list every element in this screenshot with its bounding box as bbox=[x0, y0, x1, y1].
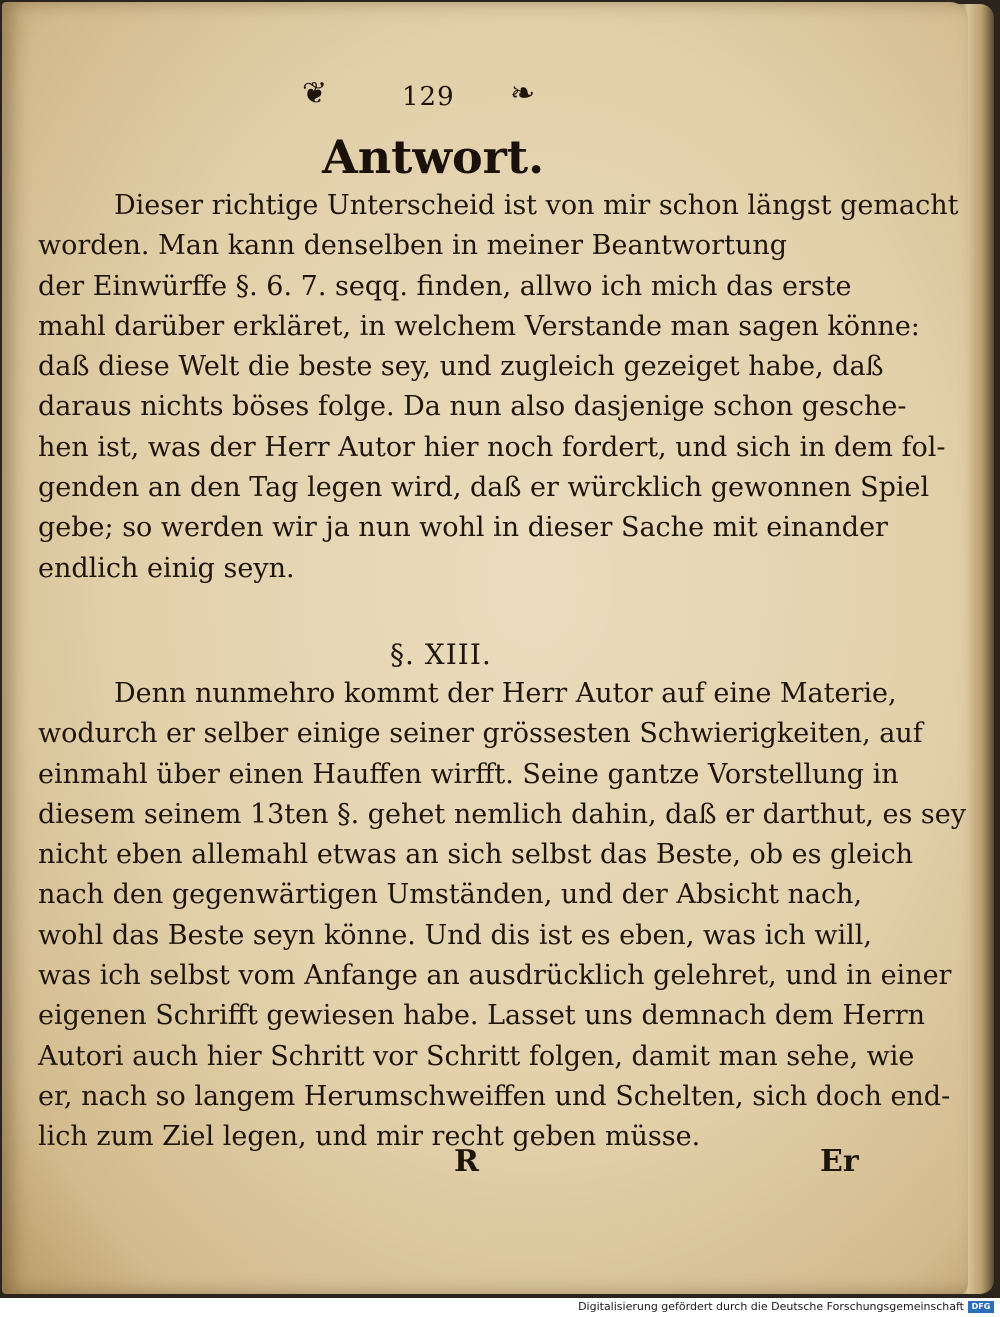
text-line: worden. Man kann denselben in meiner Beantwortung bbox=[38, 230, 787, 262]
text-line: diesem seinem 13ten §. gehet nemlich dahin, daß er darthut, es sey bbox=[38, 798, 967, 830]
text-line: lich zum Ziel legen, und mir recht geben müsse. bbox=[38, 1121, 701, 1153]
footer-bar bbox=[0, 1298, 1000, 1317]
text-line: daraus nichts böses folge. Da nun also dasjenige schon gesche- bbox=[38, 391, 907, 423]
text-line: was ich selbst vom Anfange an ausdrücklich gelehret, und in einer bbox=[38, 960, 952, 992]
dfg-logo-icon: DFG bbox=[968, 1301, 994, 1313]
section-paragraph bbox=[38, 674, 967, 1158]
text-line: daß diese Welt die beste sey, und zugleich gezeiget habe, daß bbox=[38, 351, 884, 383]
signature-mark: R bbox=[454, 1144, 479, 1179]
text-line: Autori auch hier Schritt vor Schritt folgen, damit man sehe, wie bbox=[38, 1040, 915, 1072]
funding-notice: Digitalisierung gefördert durch die Deutsche Forschungsgemeinschaft bbox=[578, 1300, 964, 1313]
answer-heading: Antwort. bbox=[322, 130, 545, 184]
text-line: wodurch er selber einige seiner grössesten Schwierigkeiten, auf bbox=[38, 718, 923, 750]
text-line: mahl darüber erkläret, in welchem Verstande man sagen könne: bbox=[38, 310, 920, 342]
answer-paragraph bbox=[38, 186, 959, 589]
text-line: gebe; so werden wir ja nun wohl in dieser Sache mit einander bbox=[38, 512, 888, 544]
text-line: eigenen Schrifft gewiesen habe. Lasset uns demnach dem Herrn bbox=[38, 1000, 926, 1032]
text-line: endlich einig seyn. bbox=[38, 552, 295, 584]
catchword: Er bbox=[820, 1144, 859, 1179]
text-line: er, nach so langem Herumschweiffen und Schelten, sich doch end- bbox=[38, 1080, 951, 1112]
text-line: einmahl über einen Hauffen wirfft. Seine gantze Vorstellung in bbox=[38, 758, 899, 790]
section-heading: §. XIII. bbox=[390, 638, 492, 671]
text-line: Denn nunmehro kommt der Herr Autor auf eine Materie, bbox=[114, 678, 897, 709]
text-line: wohl das Beste seyn könne. Und dis ist es eben, was ich will, bbox=[38, 919, 872, 951]
text-line: der Einwürffe §. 6. 7. seqq. finden, allwo ich mich das erste bbox=[38, 270, 852, 302]
text-line: nach den gegenwärtigen Umständen, und der Absicht nach, bbox=[38, 879, 863, 911]
fleuron-icon: ❧ bbox=[510, 76, 536, 111]
fleuron-icon: ❦ bbox=[302, 76, 328, 111]
text-line: genden an den Tag legen wird, daß er würcklich gewonnen Spiel bbox=[38, 472, 930, 504]
text-line: hen ist, was der Herr Autor hier noch fordert, und sich in dem fol- bbox=[38, 431, 946, 463]
text-line: nicht eben allemahl etwas an sich selbst das Beste, ob es gleich bbox=[38, 839, 914, 871]
book-page bbox=[2, 2, 968, 1294]
page-header bbox=[302, 76, 562, 116]
text-line: Dieser richtige Unterscheid ist von mir schon längst gemacht bbox=[114, 190, 959, 221]
page-number: 129 bbox=[402, 82, 455, 112]
